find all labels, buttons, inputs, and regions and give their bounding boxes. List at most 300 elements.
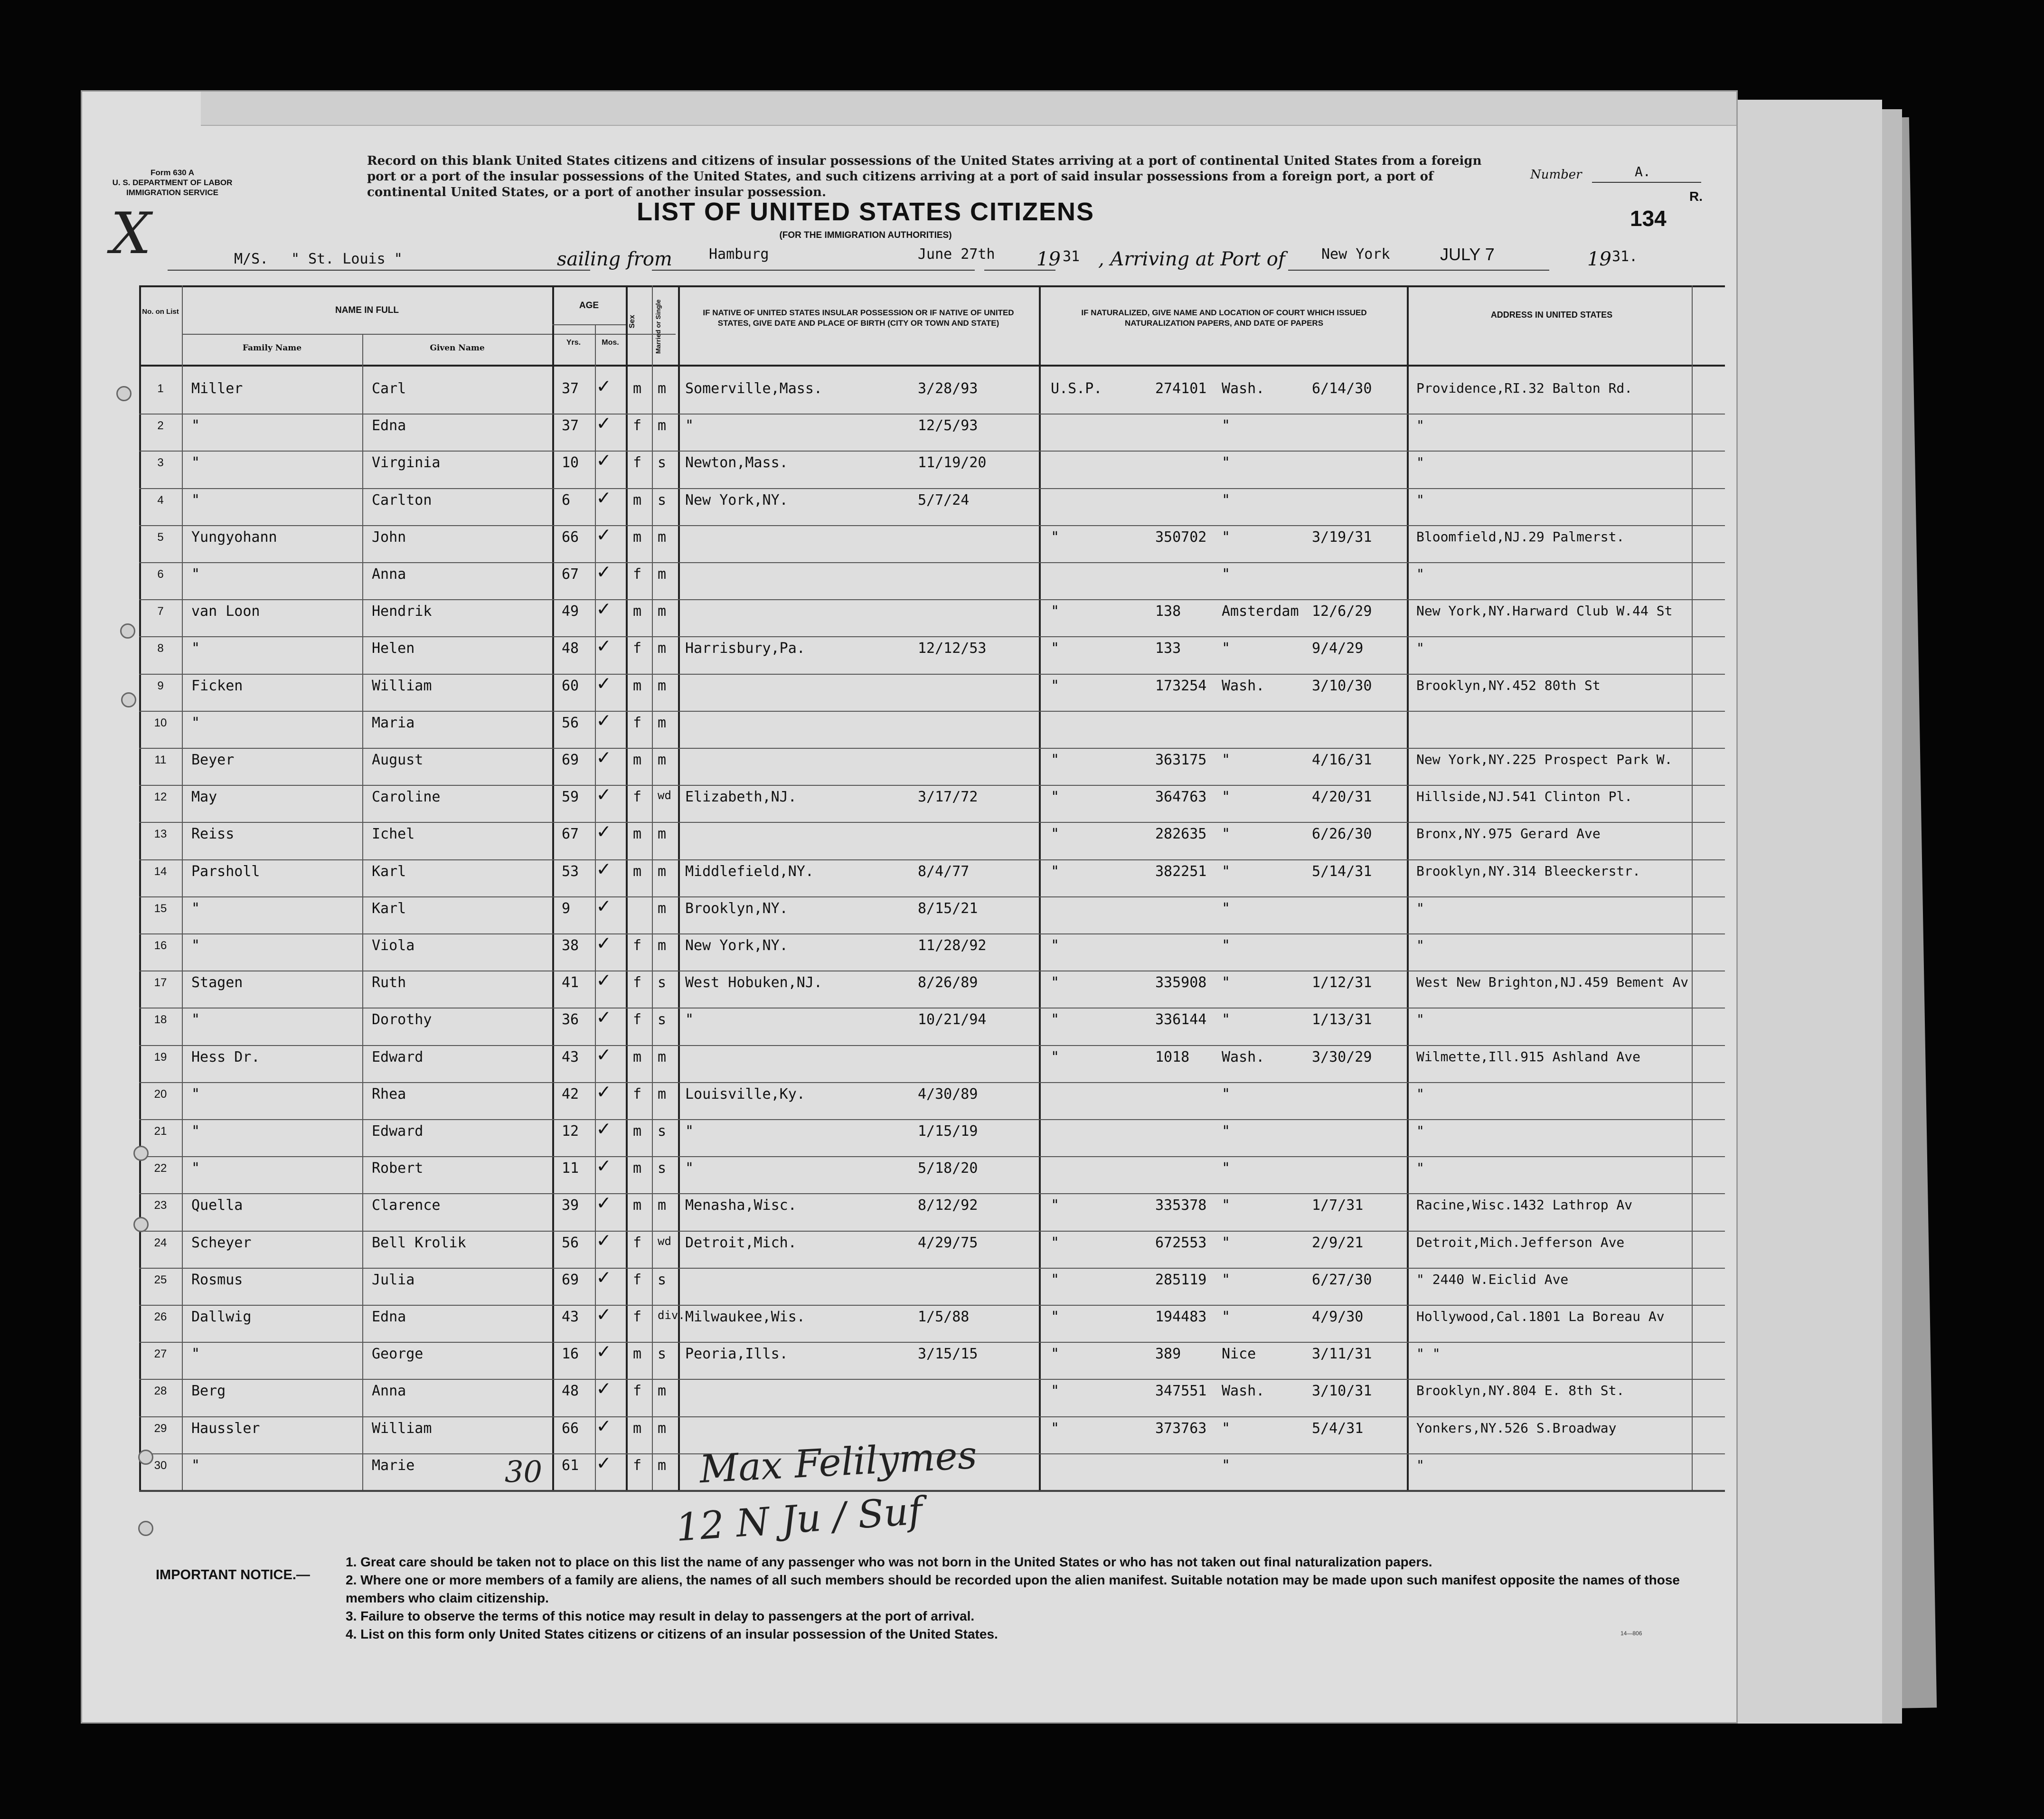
- departure-date: June 27th: [918, 246, 995, 263]
- row-number: 8: [157, 642, 164, 655]
- naturalization-number: 336144: [1155, 1011, 1207, 1028]
- marital-status: m: [658, 528, 667, 546]
- naturalization-court: ": [1222, 491, 1231, 509]
- naturalization-mark: ": [1051, 1420, 1060, 1437]
- marital-status: m: [658, 1457, 667, 1474]
- naturalization-date: 3/11/31: [1312, 1346, 1372, 1363]
- age-years: 43: [562, 1048, 579, 1065]
- family-name: May: [191, 789, 217, 806]
- birthplace: Somerville,Mass.: [685, 380, 822, 397]
- age-years: 56: [562, 714, 579, 731]
- birth-date: 4/30/89: [918, 1085, 978, 1103]
- address: ": [1416, 1011, 1424, 1027]
- given-name: Clarence: [372, 1197, 441, 1214]
- marital-status: m: [658, 1085, 667, 1103]
- family-name: ": [191, 900, 200, 917]
- naturalization-date: 6/26/30: [1312, 826, 1372, 843]
- naturalization-mark: ": [1051, 1197, 1060, 1214]
- naturalization-date: 9/4/29: [1312, 640, 1364, 657]
- naturalization-court: ": [1222, 1234, 1231, 1251]
- marital-status: m: [658, 863, 667, 880]
- naturalization-court: ": [1222, 566, 1231, 583]
- family-name: Rosmus: [191, 1271, 243, 1288]
- age-years: 41: [562, 974, 579, 991]
- check-mark-icon: ✓: [597, 633, 610, 658]
- row-number: 21: [154, 1125, 167, 1138]
- birthplace: Elizabeth,NJ.: [685, 789, 797, 806]
- naturalization-date: 3/30/29: [1312, 1048, 1372, 1065]
- address: ": [1416, 1085, 1424, 1102]
- age-years: 69: [562, 1271, 579, 1288]
- check-mark-icon: ✓: [597, 1264, 610, 1289]
- family-name: ": [191, 454, 200, 471]
- check-mark-icon: ✓: [597, 893, 610, 918]
- given-name: Edward: [372, 1048, 424, 1065]
- age-years: 48: [562, 640, 579, 657]
- naturalization-number: 364763: [1155, 789, 1207, 806]
- naturalization-number: 672553: [1155, 1234, 1207, 1251]
- naturalization-number: 274101: [1155, 380, 1207, 397]
- naturalization-number: 194483: [1155, 1309, 1207, 1325]
- check-mark-icon: ✓: [597, 1153, 610, 1178]
- check-mark-icon: ✓: [597, 1079, 610, 1103]
- age-years: 39: [562, 1197, 579, 1214]
- naturalization-court: ": [1222, 974, 1231, 991]
- naturalization-date: 5/4/31: [1312, 1420, 1364, 1437]
- given-name: Carlton: [372, 491, 432, 509]
- address: ": [1416, 491, 1424, 508]
- sex: f: [633, 566, 642, 583]
- marital-status: m: [658, 752, 667, 768]
- sex: f: [633, 1234, 642, 1251]
- birthplace: New York,NY.: [685, 937, 788, 954]
- address: ": [1416, 454, 1424, 471]
- marital-status: m: [658, 417, 667, 434]
- row-number: 12: [154, 791, 167, 804]
- check-mark-icon: ✓: [597, 1042, 610, 1066]
- address: Providence,RI.32 Balton Rd.: [1416, 380, 1633, 396]
- birth-date: 11/19/20: [918, 454, 987, 471]
- birthplace: Menasha,Wisc.: [685, 1197, 797, 1214]
- family-name: ": [191, 1085, 200, 1103]
- naturalization-mark: ": [1051, 863, 1060, 880]
- given-name: Edna: [372, 417, 406, 434]
- family-name: Hess Dr.: [191, 1048, 260, 1065]
- row-number: 25: [154, 1273, 167, 1286]
- naturalization-mark: ": [1051, 974, 1060, 991]
- address: Bronx,NY.975 Gerard Ave: [1416, 826, 1601, 842]
- check-mark-icon: ✓: [597, 931, 610, 955]
- marital-status: m: [658, 826, 667, 843]
- address: New York,NY.Harward Club W.44 St: [1416, 603, 1673, 619]
- address: Hillside,NJ.541 Clinton Pl.: [1416, 789, 1633, 805]
- marital-status: m: [658, 937, 667, 954]
- row-number: 26: [154, 1310, 167, 1323]
- address: Detroit,Mich.Jefferson Ave: [1416, 1234, 1625, 1250]
- address: Racine,Wisc.1432 Lathrop Av: [1416, 1197, 1633, 1213]
- naturalization-date: 1/12/31: [1312, 974, 1372, 991]
- given-name: Edward: [372, 1123, 424, 1140]
- naturalization-mark: ": [1051, 1383, 1060, 1400]
- row-number: 9: [157, 679, 164, 692]
- birthplace: Peoria,Ills.: [685, 1346, 788, 1363]
- address: Brooklyn,NY.452 80th St: [1416, 677, 1601, 693]
- binder-hole: [120, 623, 135, 639]
- marital-status: m: [658, 1197, 667, 1214]
- check-mark-icon: ✓: [597, 856, 610, 881]
- age-years: 9: [562, 900, 571, 917]
- sex: f: [633, 789, 642, 806]
- naturalization-date: 1/13/31: [1312, 1011, 1372, 1028]
- row-number: 4: [157, 493, 164, 507]
- naturalization-number: 347551: [1155, 1383, 1207, 1400]
- vessel-prefix: M/S.: [234, 251, 269, 267]
- birthplace: ": [685, 1011, 694, 1028]
- check-mark-icon: ✓: [597, 448, 610, 472]
- arrival-year-print: 19: [1587, 248, 1611, 270]
- address: ": [1416, 1160, 1424, 1176]
- department: U. S. DEPARTMENT OF LABOR: [112, 178, 233, 187]
- naturalization-court: ": [1222, 1123, 1231, 1140]
- check-mark-icon: ✓: [597, 1190, 610, 1215]
- sex: f: [633, 1383, 642, 1400]
- sex: m: [633, 1123, 642, 1140]
- given-name: Anna: [372, 566, 406, 583]
- family-name: ": [191, 491, 200, 509]
- check-mark-icon: ✓: [597, 485, 610, 509]
- address: Wilmette,Ill.915 Ashland Ave: [1416, 1048, 1641, 1065]
- departure-year-print: 19: [1036, 248, 1061, 270]
- header-name-in-full: NAME IN FULL: [335, 305, 399, 315]
- age-years: 48: [562, 1383, 579, 1400]
- naturalization-date: 4/16/31: [1312, 752, 1372, 768]
- naturalization-date: 3/10/31: [1312, 1383, 1372, 1400]
- family-name: Dallwig: [191, 1309, 252, 1325]
- header-address: ADDRESS IN UNITED STATES: [1490, 310, 1613, 320]
- sex: f: [633, 974, 642, 991]
- header-family-name: Family Name: [242, 343, 302, 353]
- birth-date: 8/26/89: [918, 974, 978, 991]
- address: Yonkers,NY.526 S.Broadway: [1416, 1420, 1617, 1436]
- address: ": [1416, 1123, 1424, 1139]
- sex: m: [633, 1048, 642, 1065]
- sex: m: [633, 677, 642, 694]
- age-years: 69: [562, 752, 579, 768]
- age-years: 67: [562, 826, 579, 843]
- given-name: Virginia: [372, 454, 441, 471]
- naturalization-court: ": [1222, 937, 1231, 954]
- sex: m: [633, 603, 642, 620]
- naturalization-court: Wash.: [1222, 380, 1265, 397]
- row-number: 19: [154, 1050, 167, 1064]
- naturalization-mark: ": [1051, 1346, 1060, 1363]
- naturalization-court: ": [1222, 789, 1231, 806]
- row-number: 1: [157, 382, 164, 395]
- age-years: 11: [562, 1160, 579, 1177]
- naturalization-date: 12/6/29: [1312, 603, 1372, 620]
- departure-year: 31: [1063, 248, 1080, 265]
- given-name: George: [372, 1346, 424, 1363]
- family-name: Berg: [191, 1383, 226, 1400]
- naturalization-court: ": [1222, 1160, 1231, 1177]
- address: ": [1416, 417, 1424, 434]
- birthplace: West Hobuken,NJ.: [685, 974, 822, 991]
- marital-status: m: [658, 566, 667, 583]
- naturalization-mark: ": [1051, 1234, 1060, 1251]
- address: West New Brighton,NJ.459 Bement Av: [1416, 974, 1689, 990]
- given-name: Viola: [372, 937, 415, 954]
- notice-item-2: 2. Where one or more members of a family are aliens, the names of all such members should be recorded upon the alien manifest. Suitable notation may be made upon such manifest opposite the names of those members who claim citizenship.: [346, 1573, 1680, 1605]
- family-name: Yungyohann: [191, 528, 277, 546]
- given-name: Ruth: [372, 974, 406, 991]
- marital-status: s: [658, 1160, 667, 1177]
- sex: m: [633, 1420, 642, 1437]
- naturalization-mark: ": [1051, 789, 1060, 806]
- address: ": [1416, 640, 1424, 656]
- birthplace: New York,NY.: [685, 491, 788, 509]
- naturalization-number: 133: [1155, 640, 1181, 657]
- address: ": [1416, 900, 1424, 916]
- given-name: Bell Krolik: [372, 1234, 466, 1251]
- binder-hole: [138, 1521, 153, 1536]
- marital-status: m: [658, 640, 667, 657]
- naturalization-court: ": [1222, 752, 1231, 768]
- row-number: 10: [154, 716, 167, 729]
- inspector-signature: Max Felilymes: [698, 1433, 978, 1492]
- birthplace: Brooklyn,NY.: [685, 900, 788, 917]
- age-years: 67: [562, 566, 579, 583]
- header-age: AGE: [579, 301, 599, 311]
- binder-hole: [133, 1146, 149, 1161]
- marital-status: s: [658, 454, 667, 471]
- given-name: Helen: [372, 640, 415, 657]
- marital-status: m: [658, 900, 667, 917]
- naturalization-mark: ": [1051, 1271, 1060, 1288]
- naturalization-mark: ": [1051, 528, 1060, 546]
- notice-item-4: 4. List on this form only United States citizens or citizens of an insular possession of the United States.: [346, 1627, 998, 1641]
- header-given-name: Given Name: [430, 343, 485, 353]
- naturalization-mark: U.S.P.: [1051, 380, 1102, 397]
- given-name: Karl: [372, 900, 406, 917]
- sex: m: [633, 752, 642, 768]
- family-name: ": [191, 640, 200, 657]
- naturalization-number: 173254: [1155, 677, 1207, 694]
- sex: m: [633, 1160, 642, 1177]
- naturalization-date: 6/27/30: [1312, 1271, 1372, 1288]
- sex: f: [633, 714, 642, 731]
- check-mark-icon: ✓: [597, 596, 610, 621]
- family-name: Haussler: [191, 1420, 260, 1437]
- birth-date: 10/21/94: [918, 1011, 987, 1028]
- marital-status: m: [658, 1420, 667, 1437]
- age-years: 38: [562, 937, 579, 954]
- naturalization-court: ": [1222, 454, 1231, 471]
- check-mark-icon: ✓: [597, 522, 610, 547]
- check-mark-icon: ✓: [597, 745, 610, 769]
- naturalization-court: ": [1222, 900, 1231, 917]
- sex: f: [633, 1309, 642, 1325]
- naturalization-number: 335908: [1155, 974, 1207, 991]
- handwritten-class-note: 12 N Ju / Suf: [674, 1488, 924, 1550]
- form-number: Form 630 A: [151, 168, 194, 177]
- row-number: 24: [154, 1236, 167, 1249]
- notice-item-1: 1. Great care should be taken not to place on this list the name of any passenger who was not born in the United States or who has not taken out final naturalization papers.: [346, 1555, 1432, 1569]
- row-number: 13: [154, 828, 167, 841]
- age-years: 37: [562, 380, 579, 397]
- birthplace: ": [685, 1123, 694, 1140]
- marital-status: m: [658, 1383, 667, 1400]
- birth-date: 8/4/77: [918, 863, 970, 880]
- naturalization-mark: ": [1051, 1048, 1060, 1065]
- family-name: Stagen: [191, 974, 243, 991]
- naturalization-mark: ": [1051, 826, 1060, 843]
- given-name: Dorothy: [372, 1011, 432, 1028]
- sex: m: [633, 380, 642, 397]
- birth-date: 11/28/92: [918, 937, 987, 954]
- address: Hollywood,Cal.1801 La Boreau Av: [1416, 1309, 1665, 1324]
- naturalization-mark: ": [1051, 1309, 1060, 1325]
- marital-status: wd: [658, 1234, 671, 1248]
- birthplace: ": [685, 1160, 694, 1177]
- naturalization-court: ": [1222, 1420, 1231, 1437]
- given-name: Caroline: [372, 789, 441, 806]
- naturalization-date: 3/10/30: [1312, 677, 1372, 694]
- marital-status: m: [658, 1048, 667, 1065]
- naturalization-number: 350702: [1155, 528, 1207, 546]
- birthplace: ": [685, 417, 694, 434]
- sex: f: [633, 937, 642, 954]
- row-number: 6: [157, 568, 164, 581]
- birth-date: 1/15/19: [918, 1123, 978, 1140]
- page-subtitle: (FOR THE IMMIGRATION AUTHORITIES): [779, 230, 952, 240]
- vessel-name: " St. Louis ": [291, 251, 403, 267]
- row-number: 27: [154, 1348, 167, 1361]
- age-years: 59: [562, 789, 579, 806]
- row-number: 30: [154, 1459, 167, 1472]
- check-mark-icon: ✓: [597, 1227, 610, 1252]
- naturalization-date: 4/20/31: [1312, 789, 1372, 806]
- sailing-from: Hamburg: [709, 246, 769, 263]
- check-mark-icon: ✓: [597, 707, 610, 732]
- naturalization-number: 363175: [1155, 752, 1207, 768]
- naturalization-court: ": [1222, 1457, 1231, 1474]
- given-name: Carl: [372, 380, 406, 397]
- handwritten-total: 30: [505, 1454, 542, 1489]
- header-no-on-list: No. on List: [142, 308, 179, 316]
- naturalization-court: ": [1222, 1085, 1231, 1103]
- notice-item-3: 3. Failure to observe the terms of this notice may result in delay to passengers at the port of arrival.: [346, 1609, 975, 1623]
- check-mark-icon: ✓: [597, 968, 610, 992]
- family-name: Miller: [191, 380, 243, 397]
- address: Brooklyn,NY.314 Bleeckerstr.: [1416, 863, 1641, 879]
- birth-date: 8/15/21: [918, 900, 978, 917]
- r-label: R.: [1689, 189, 1703, 204]
- check-mark-icon: ✓: [597, 1376, 610, 1401]
- birthplace: Milwaukee,Wis.: [685, 1309, 805, 1325]
- age-years: 12: [562, 1123, 579, 1140]
- row-number: 7: [157, 605, 164, 618]
- address: " 2440 W.Eiclid Ave: [1416, 1271, 1569, 1287]
- marital-status: m: [658, 714, 667, 731]
- sex: f: [633, 1457, 642, 1474]
- number-label: Number: [1530, 168, 1582, 182]
- corner-mark: X: [111, 201, 151, 267]
- marital-status: s: [658, 1271, 667, 1288]
- family-name: ": [191, 566, 200, 583]
- header-sex: Sex: [628, 315, 636, 329]
- naturalization-number: 335378: [1155, 1197, 1207, 1214]
- birth-date: 3/15/15: [918, 1346, 978, 1363]
- age-years: 10: [562, 454, 579, 471]
- corner-code: 14—806: [1620, 1630, 1642, 1637]
- naturalization-number: 1018: [1155, 1048, 1190, 1065]
- given-name: Rhea: [372, 1085, 406, 1103]
- family-name: Reiss: [191, 826, 235, 843]
- row-number: 3: [157, 456, 164, 470]
- family-name: ": [191, 417, 200, 434]
- arrival-date: JULY 7: [1440, 245, 1495, 264]
- naturalization-court: ": [1222, 1271, 1231, 1288]
- marital-status: m: [658, 677, 667, 694]
- arrival-year: 31.: [1612, 248, 1638, 265]
- address: ": [1416, 937, 1424, 953]
- family-name: ": [191, 937, 200, 954]
- check-mark-icon: ✓: [597, 670, 610, 695]
- marital-status: s: [658, 974, 667, 991]
- marital-status: s: [658, 1346, 667, 1363]
- check-mark-icon: ✓: [597, 1302, 610, 1326]
- address: ": [1416, 566, 1424, 582]
- sex: m: [633, 826, 642, 843]
- marital-status: div.: [658, 1309, 685, 1322]
- naturalization-court: ": [1222, 528, 1231, 546]
- sex: f: [633, 640, 642, 657]
- naturalization-date: 1/7/31: [1312, 1197, 1364, 1214]
- arrival-port: New York: [1321, 246, 1390, 263]
- given-name: Ichel: [372, 826, 415, 843]
- check-mark-icon: ✓: [597, 1005, 610, 1029]
- family-name: ": [191, 1160, 200, 1177]
- sex: f: [633, 1085, 642, 1103]
- age-years: 43: [562, 1309, 579, 1325]
- age-years: 56: [562, 1234, 579, 1251]
- row-number: 22: [154, 1162, 167, 1175]
- birth-date: 12/5/93: [918, 417, 978, 434]
- birthplace: Newton,Mass.: [685, 454, 788, 471]
- manifest-page: [81, 90, 1738, 1724]
- family-name: Scheyer: [191, 1234, 252, 1251]
- binder-hole: [116, 386, 132, 401]
- naturalization-court: ": [1222, 417, 1231, 434]
- birth-date: 1/5/88: [918, 1309, 970, 1325]
- naturalization-court: Wash.: [1222, 1048, 1265, 1065]
- birth-date: 5/18/20: [918, 1160, 978, 1177]
- age-years: 53: [562, 863, 579, 880]
- address: Bloomfield,NJ.29 Palmerst.: [1416, 528, 1625, 545]
- address: " ": [1416, 1346, 1441, 1362]
- given-name: William: [372, 677, 432, 694]
- row-number: 15: [154, 902, 167, 915]
- age-years: 16: [562, 1346, 579, 1363]
- age-years: 60: [562, 677, 579, 694]
- age-years: 66: [562, 528, 579, 546]
- arriving-label: , Arriving at Port of: [1098, 248, 1285, 270]
- check-mark-icon: ✓: [597, 1413, 610, 1438]
- naturalization-date: 5/14/31: [1312, 863, 1372, 880]
- naturalization-court: ": [1222, 1309, 1231, 1325]
- row-number: 29: [154, 1422, 167, 1435]
- naturalization-mark: ": [1051, 937, 1060, 954]
